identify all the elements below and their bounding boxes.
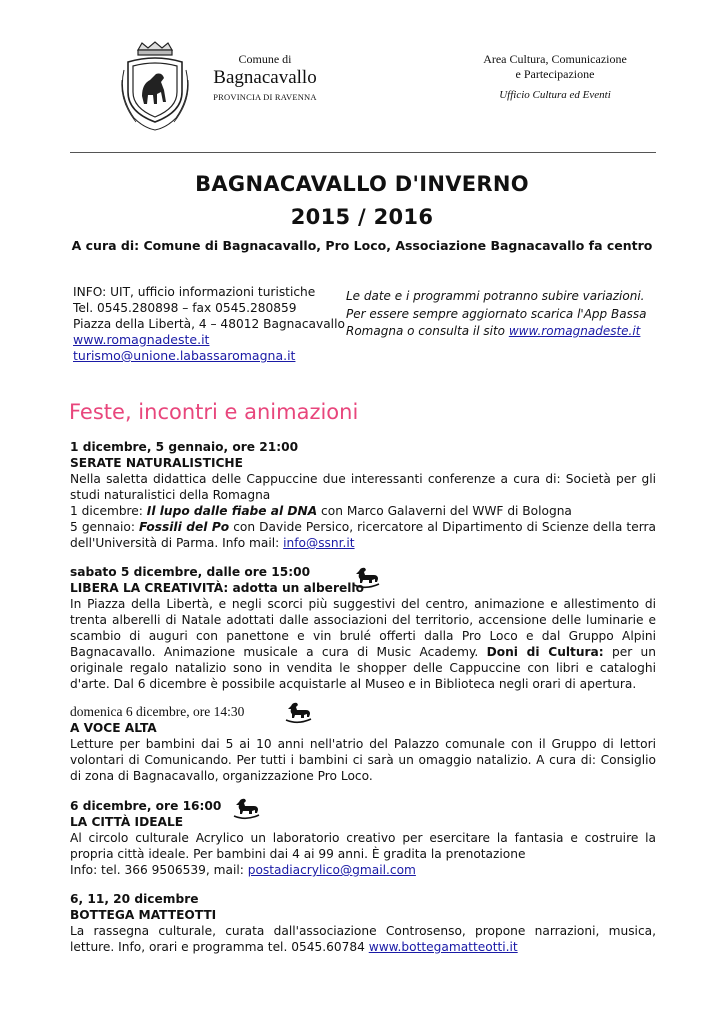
header-divider xyxy=(70,152,656,153)
area-line-1: Area Cultura, Comunicazione xyxy=(483,52,627,66)
area-line-2: e Partecipazione xyxy=(515,67,595,81)
event-item-text: con Davide Persico, ricercatore al Dipartimento di Scienze della terra dell'Università di Parma. Info mail: xyxy=(70,520,656,550)
event-date: 6, 11, 20 dicembre xyxy=(70,892,199,906)
event-item-title: Il lupo dalle fiabe al DNA xyxy=(146,504,318,518)
event-item-1 xyxy=(70,503,656,519)
event-title: LA CITTÀ IDEALE xyxy=(70,815,184,829)
event-date: 6 dicembre, ore 16:00 xyxy=(70,799,222,813)
event-title: LIBERA LA CREATIVITÀ: adotta un alberello xyxy=(70,581,364,595)
event-body: Letture per bambini dai 5 ai 10 anni nell'atrio del Palazzo comunale con il Gruppo di lettori volontari di Comunicando. Per tutti i bambini ci sarà un omaggio natalizio. A cura di: Consiglio di zona di Bagnacavallo, organizzazione Pro Loco. xyxy=(70,737,656,783)
office-label: Ufficio Cultura ed Eventi xyxy=(499,89,611,101)
event-title: A VOCE ALTA xyxy=(70,721,157,735)
notice-line-2 xyxy=(346,306,666,341)
info-email-link[interactable]: turismo@unione.labassaromagna.it xyxy=(73,348,296,363)
event-libera-la-creativita xyxy=(70,564,656,692)
comune-header xyxy=(195,52,335,102)
info-line-2: Tel. 0545.280898 – fax 0545.280859 xyxy=(73,301,297,315)
event-serate-naturalistiche xyxy=(70,439,656,551)
event-body xyxy=(70,923,656,955)
page-title: BAGNACAVALLO D'INVERNO xyxy=(195,172,529,196)
event-title: SERATE NATURALISTICHE xyxy=(70,456,243,470)
event-body: Al circolo culturale Acrylico un laboratorio creativo per esercitare la fantasia e costruire la propria città ideale. Per bambini dai 4 ai 99 anni. È gradita la prenotazione xyxy=(70,831,656,861)
event-a-voce-alta xyxy=(70,704,656,784)
event-body xyxy=(70,596,656,692)
info-line-3: Piazza della Libertà, 4 – 48012 Bagnacavallo xyxy=(73,317,345,331)
event-date: 1 dicembre, 5 gennaio, ore 21:00 xyxy=(70,440,299,454)
event-body-bold: Doni di Cultura: xyxy=(486,645,604,659)
event-item-date: 5 gennaio: xyxy=(70,520,139,534)
event-body-text: In Piazza della Libertà, e negli scorci più suggestivi del centro, animazione e allestimento di trenta alberelli di Natale adottati dalle associazioni del territorio, accensione delle luminarie e scambio di auguri con panettone e vin brulé offerti dalla Pro Loco e dal Gruppo Alpini Bagnacavallo. Animazione musicale a cura di Music Academy. xyxy=(70,597,656,659)
info-line-1: INFO: UIT, ufficio informazioni turistiche xyxy=(73,285,316,299)
event-date: domenica 6 dicembre, ore 14:30 xyxy=(70,704,245,719)
event-body-text: per un originale regalo natalizio sono in vendita le shopper delle Cappuccine con libri e cataloghi d'arte. Dal 6 dicembre è possibile acquistarle al Museo e in Biblioteca negli orari di apertura. xyxy=(70,645,657,691)
event-bottega-matteotti xyxy=(70,891,656,955)
info-website-link[interactable]: www.romagnadeste.it xyxy=(73,332,210,347)
event-item-title: Fossili del Po xyxy=(139,520,230,534)
event-mail-link[interactable]: info@ssnr.it xyxy=(283,536,355,550)
notice-line-1: Le date e i programmi potranno subire variazioni. xyxy=(346,289,645,303)
event-info-text: Info: tel. 366 9506539, mail: xyxy=(70,863,248,877)
page-subtitle-years: 2015 / 2016 xyxy=(290,205,434,229)
section-title: Feste, incontri e animazioni xyxy=(69,400,359,424)
organizers-line: A cura di: Comune di Bagnacavallo, Pro Loco, Associazione Bagnacavallo fa centro xyxy=(71,238,653,253)
event-date: sabato 5 dicembre, dalle ore 15:00 xyxy=(70,565,311,579)
coat-of-arms-icon xyxy=(120,40,190,132)
event-info xyxy=(70,862,656,878)
area-header xyxy=(455,52,655,103)
city-name: Bagnacavallo xyxy=(213,67,317,88)
event-item-2 xyxy=(70,519,656,551)
event-item-text: con Marco Galaverni del WWF di Bologna xyxy=(317,504,572,518)
event-body-text: La rassegna culturale, curata dall'associazione Controsenso, propone narrazioni, musica, letture. Info, orari e programma tel. 0545.60784 xyxy=(70,924,656,954)
comune-di-label: Comune di xyxy=(238,52,292,66)
event-title: BOTTEGA MATTEOTTI xyxy=(70,908,217,922)
event-item-date: 1 dicembre: xyxy=(70,504,147,518)
province-label: PROVINCIA DI RAVENNA xyxy=(213,92,317,102)
info-block xyxy=(73,284,348,364)
event-mail-link[interactable]: postadiacrylico@gmail.com xyxy=(247,863,416,877)
event-la-citta-ideale xyxy=(70,798,656,878)
event-website-link[interactable]: www.bottegamatteotti.it xyxy=(368,940,518,954)
event-body: Nella saletta didattica delle Cappuccine due interessanti conferenze a cura di: Società per gli studi naturalistici della Romagna xyxy=(70,472,656,502)
notice-block xyxy=(346,288,666,341)
notice-text: Per essere sempre aggiornato scarica l'App Bassa Romagna o consulta il sito xyxy=(346,306,647,338)
notice-website-link[interactable]: www.romagnadeste.it xyxy=(508,324,641,338)
